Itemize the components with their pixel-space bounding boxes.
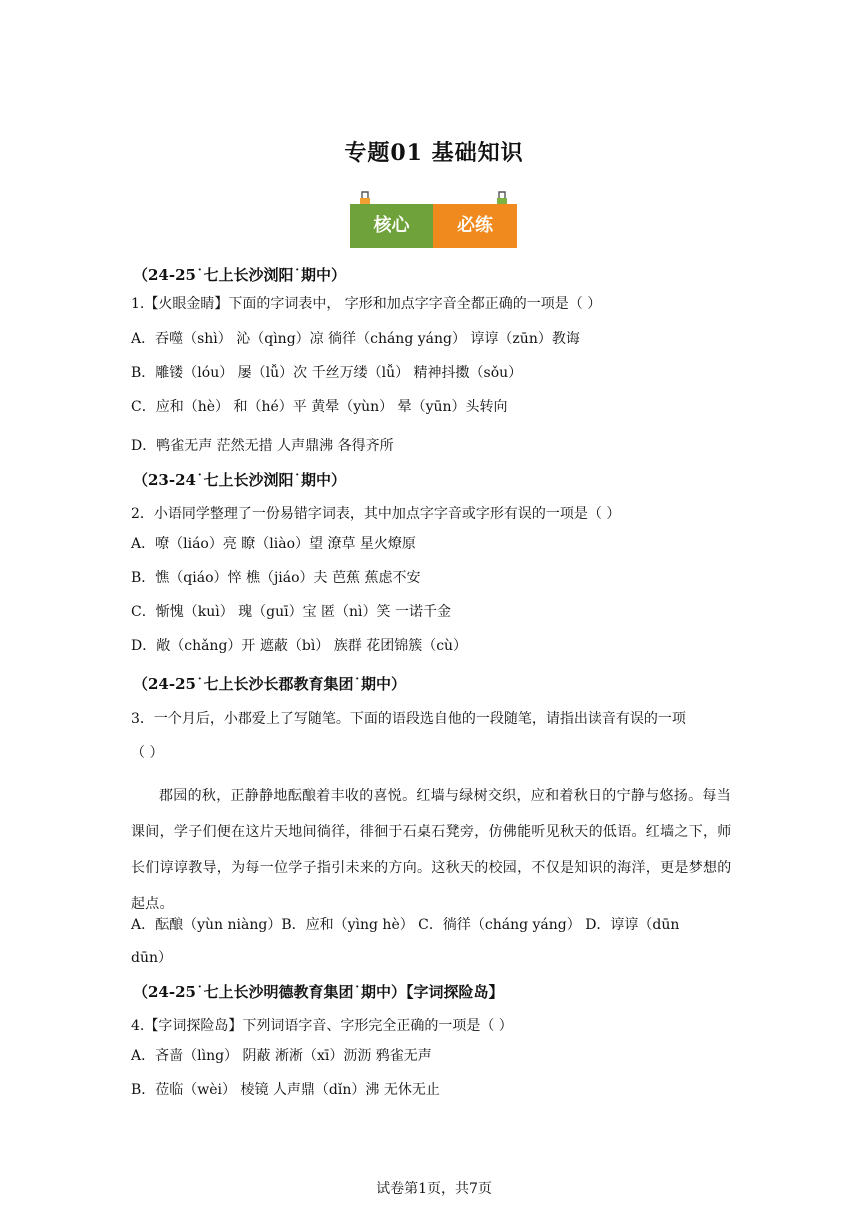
- section-header: （24-25˙七上长沙浏阳˙期中）: [133, 266, 346, 284]
- question-line: A．吝啬（lìng） 阴蔽 淅淅（xī）沥沥 鸦雀无声: [131, 1048, 432, 1064]
- question-line: B．雕镂（lóu） 屡（lǚ）次 千丝万缕（lǚ） 精神抖擞（sǒu）: [131, 365, 523, 381]
- section-header: （24-25˙七上长沙长郡教育集团˙期中）: [133, 675, 406, 693]
- page-footer: 试卷第1页，共7页: [376, 1181, 492, 1197]
- badge-core-label: 核心: [350, 204, 433, 248]
- question-line: B．莅临（wèi） 棱镜 人声鼎（dǐn）沸 无休无止: [131, 1082, 440, 1098]
- question-line: 4.【字词探险岛】下列词语字音、字形完全正确的一项是（ ）: [131, 1018, 513, 1034]
- core-practice-badge: [350, 204, 517, 248]
- question-line: 3．一个月后，小郡爱上了写随笔。下面的语段选自他的一段随笔，请指出读音有误的一项: [131, 711, 686, 727]
- section-header: （24-25˙七上长沙明德教育集团˙期中）【字词探险岛】: [133, 983, 504, 1001]
- passage-paragraph: 郡园的秋，正静静地酝酿着丰收的喜悦。红墙与绿树交织，应和着秋日的宁静与悠扬。每当课间，学子们便在这片天地间徜徉，徘徊于石桌石凳旁，仿佛能听见秋天的低语。红墙之下，师长们谆谆教导，为每一位学子指引未来的方向。这秋天的校园，不仅是知识的海洋，更是梦想的起点。: [131, 788, 732, 912]
- question-line: C．惭愧（kuì） 瑰（guī）宝 匿（nì）笑 一诺千金: [131, 604, 451, 620]
- question-line: A．吞噬（shì） 沁（qìng）凉 徜徉（cháng yáng） 谆谆（zūn）教诲: [131, 331, 580, 347]
- question-line: B．憔（qiáo）悴 樵（jiáo）夫 芭蕉 蕉虑不安: [131, 570, 421, 586]
- question-line: （ ）: [131, 745, 164, 761]
- question-line: A．嘹（liáo）亮 瞭（liào）望 潦草 星火燎原: [131, 536, 416, 552]
- question-line: dūn）: [131, 950, 172, 966]
- question-line: A．酝酿（yùn niàng）B．应和（yìng hè） C．徜徉（cháng yáng） D．谆谆（dūn: [131, 917, 680, 933]
- question-line: D．敞（chǎng）开 遮蔽（bì） 族群 花团锦簇（cù）: [131, 638, 468, 654]
- page-title: 专题01 基础知识: [344, 140, 524, 166]
- question-line: 2．小语同学整理了一份易错字词表，其中加点字字音或字形有误的一项是（ ）: [131, 506, 621, 522]
- section-header: （23-24˙七上长沙浏阳˙期中）: [133, 471, 346, 489]
- badge-practice-label: 必练: [433, 204, 517, 248]
- question-line: C．应和（hè） 和（hé）平 黄晕（yùn） 晕（yūn）头转向: [131, 399, 508, 415]
- question-line: 1.【火眼金睛】下面的字词表中， 字形和加点字字音全都正确的一项是（ ）: [131, 296, 602, 312]
- question-line: D．鸭雀无声 茫然无措 人声鼎沸 各得齐所: [131, 438, 394, 454]
